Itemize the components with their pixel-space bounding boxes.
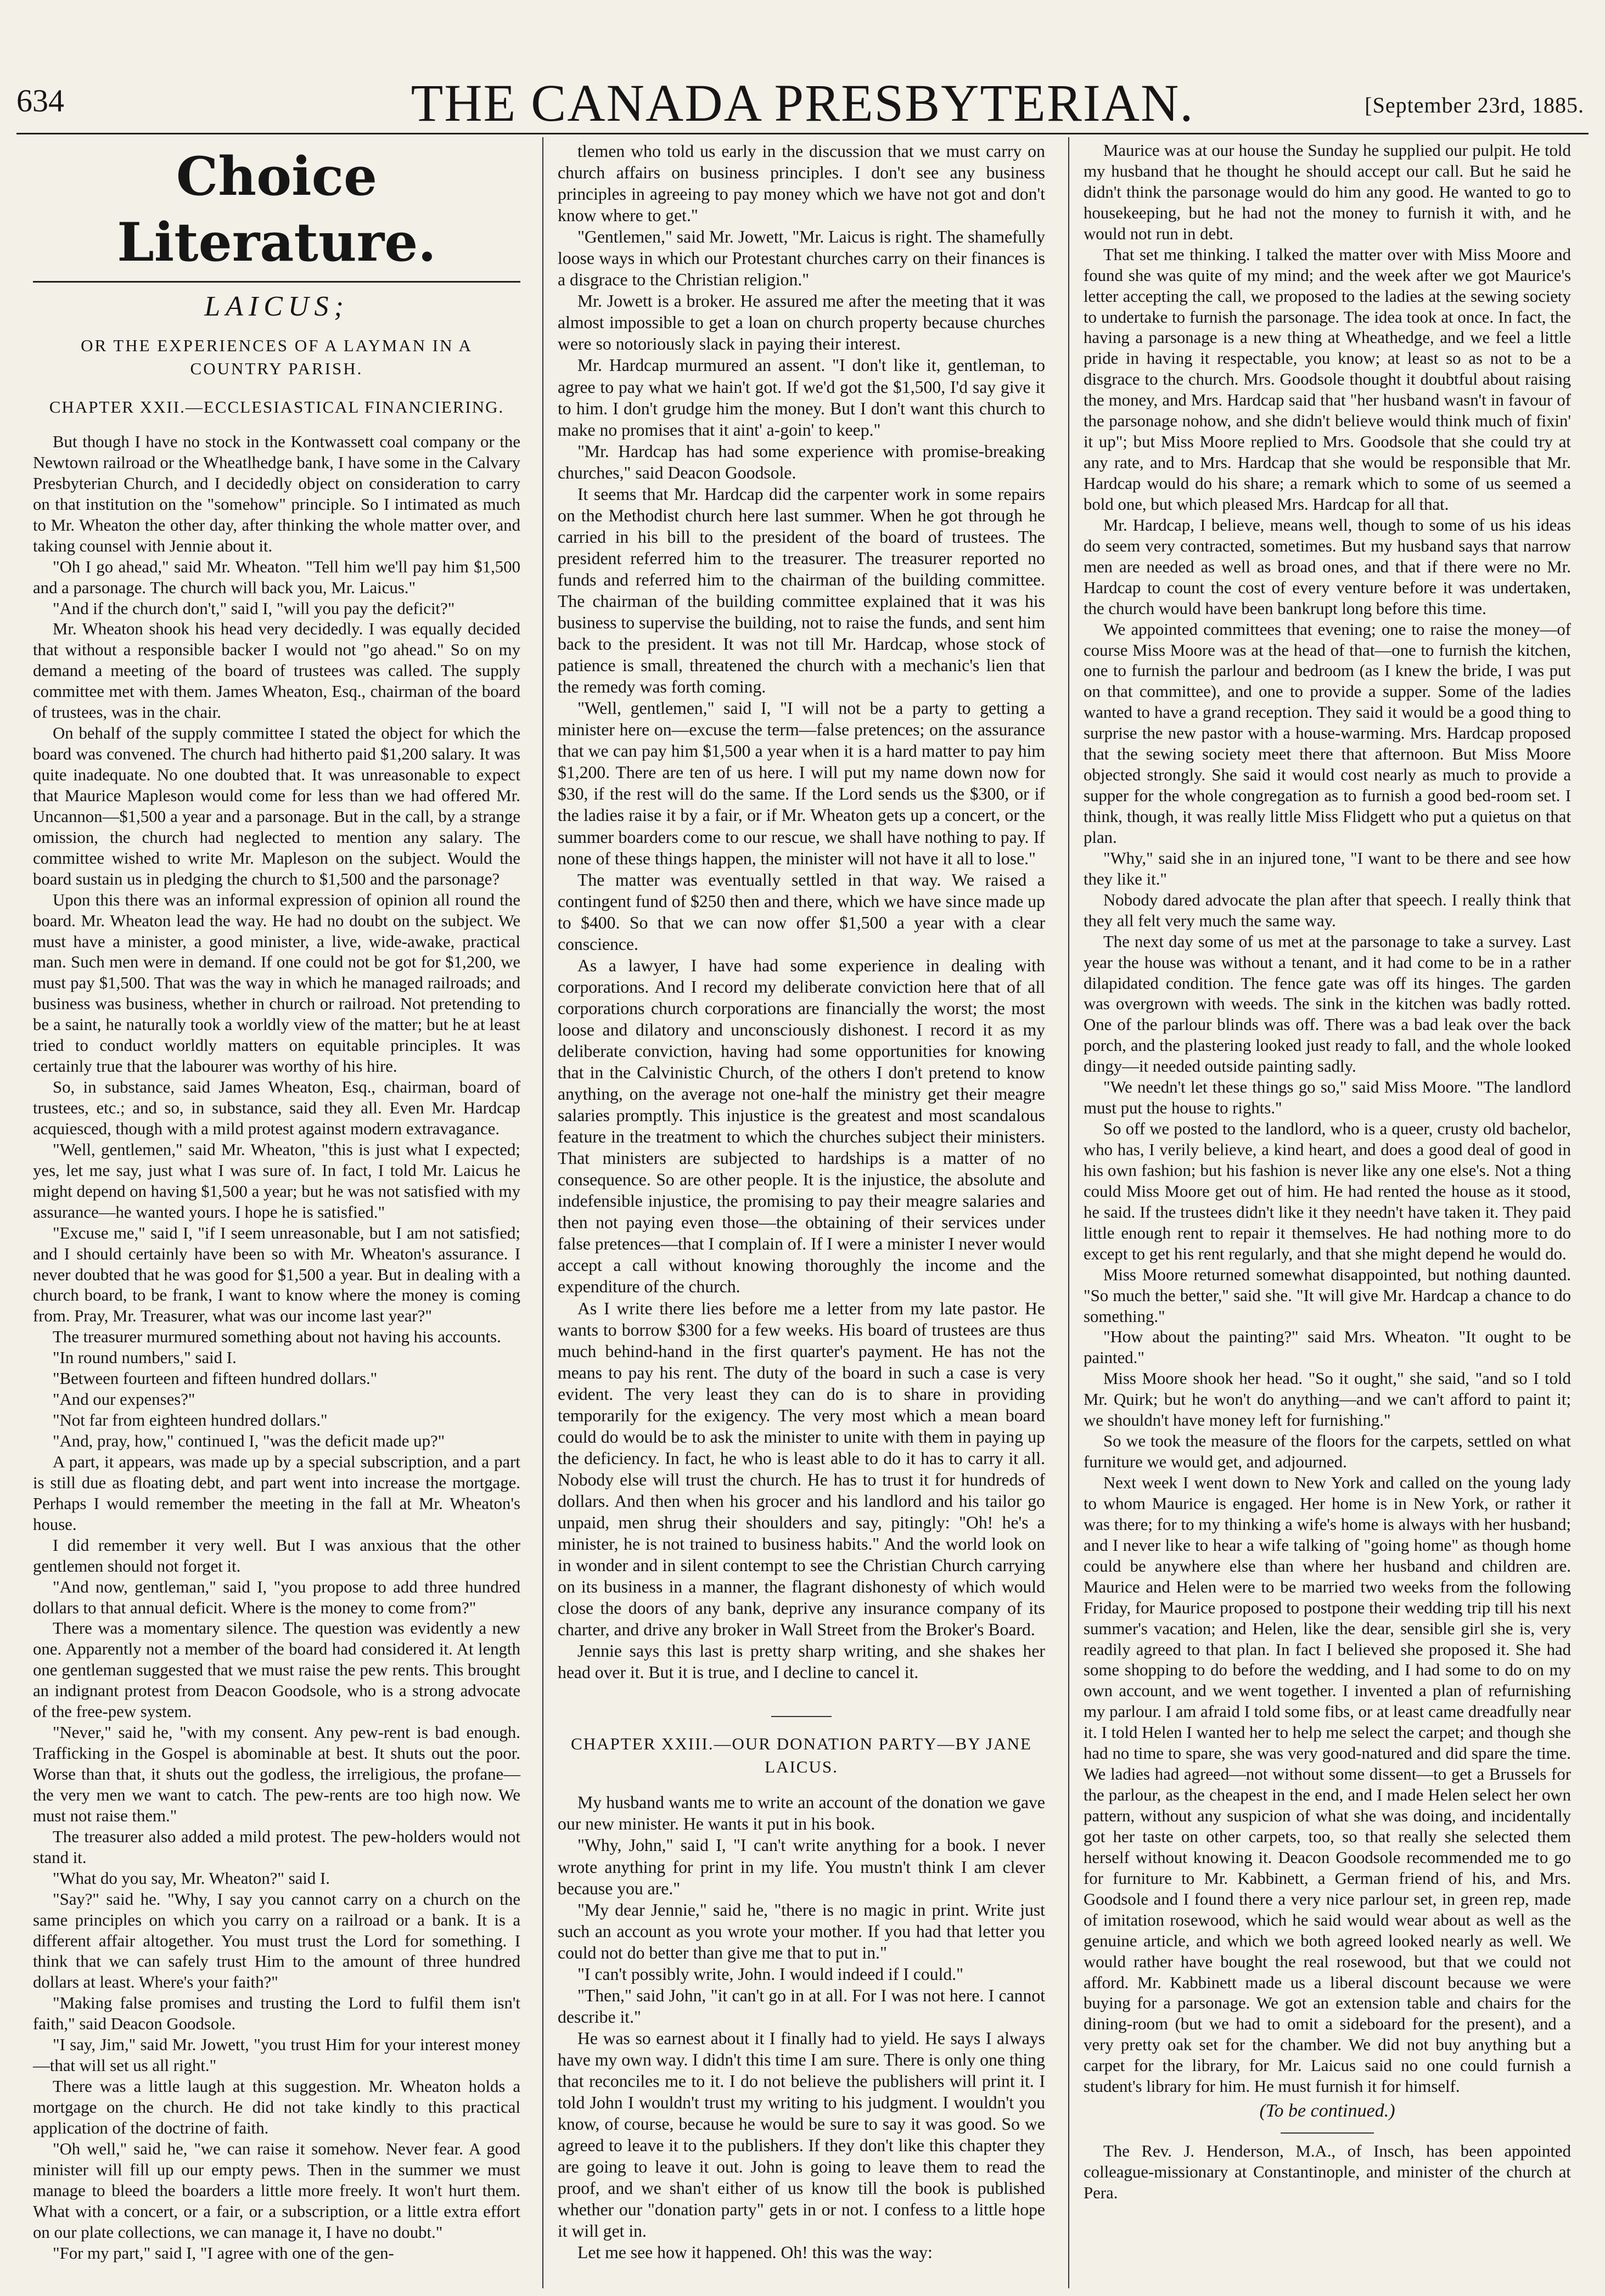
paragraph: As I write there lies before me a letter from my late pastor. He wants to borrow $300 for a few weeks. His board of trustees are thus much behind-hand in the first quarter's payment. He has not the means to pay his rent. The duty of the board in such a case is very evident. The very least they can do is to share in providing temporarily for the exigency. The very most which a mean board could do would be to ask the minister to unite with them in paying up the deficiency. In fact, he who is least able to do it has to carry it all. Nobody else will trust the church. He has to trust it for hundreds of dollars. And then when his grocer and his landlord and his tailor go unpaid, men shrug their shoulders and say, pitingly: "Oh! he's a minister, he is not trained to business habits." And the world look on in wonder and in silent contempt to see the Christian Church carrying on its business in a manner, the flagrant dishonesty of which would close the doors of any bank, deprive any insurance company of its charter, and drive any broker in Wall Street from the Broker's Board. (558, 1298, 1045, 1640)
paragraph: Mr. Hardcap, I believe, means well, though to some of us his ideas do seem very contracted, sometimes. But my husband says that narrow men are needed as well as broad ones, and that if there were no Mr. Hardcap to count the cost of every venture before it was undertaken, the church would have been bankrupt long before this time. (1084, 515, 1571, 618)
paragraph: "Oh I go ahead," said Mr. Wheaton. "Tell him we'll pay him $1,500 and a parsonage. The church will back you, Mr. Laicus." (33, 557, 520, 597)
paragraph: So we took the measure of the floors for the carpets, settled on what furniture we would get, and adjourned. (1084, 1432, 1571, 1472)
paragraph: He was so earnest about it I finally had to yield. He says I always have my own way. I didn't this time I am sure. There is only one thing that reconciles me to it. I do not believe the publishers will print it. I told John I wouldn't trust my writing to his judgment. I wouldn't you know, of course, because he would be sure to say it was good. So we agreed to leave it to the publishers. If they don't like this chapter they are going to leave it out. John is going to leave them to read the proof, and we shan't either of us know till the book is published whether our "donation party" gets in or not. I confess to a little hope it will get in. (558, 2028, 1045, 2241)
column-divider (1068, 137, 1069, 2288)
paragraph: "I say, Jim," said Mr. Jowett, "you trust Him for your interest money—that will set us all right." (33, 2035, 520, 2075)
paragraph: "My dear Jennie," said he, "there is no magic in print. Write just such an account as you wrote your mother. If you had that letter you could not do better than give me that to put in." (558, 1900, 1045, 1962)
paragraph: tlemen who told us early in the discussion that we must carry on church affairs on business principles. I don't see any business principles in agreeing to pay money which we have not got and don't know where to get." (558, 142, 1045, 226)
running-head: THE CANADA PRESBYTERIAN. (411, 74, 1194, 132)
chapter-heading: CHAPTER XXIII.—OUR DONATION PARTY—BY JANE LAICUS. (571, 1734, 1032, 1777)
paragraph: "Say?" said he. "Why, I say you cannot carry on a church on the same principles on which you carry on a railroad or a bank. It is a different affair altogether. You must trust the Lord for something. I think that we can safely trust Him to the amount of three hundred dollars at least. Where's your faith?" (33, 1889, 520, 1992)
column-1 (33, 140, 520, 2264)
section-rule (33, 281, 520, 283)
paragraph: "Gentlemen," said Mr. Jowett, "Mr. Laicus is right. The shamefully loose ways in which our Protestant churches carry on their finances is a disgrace to the Christian religion." (558, 227, 1045, 290)
paragraph: On behalf of the supply committee I stated the object for which the board was convened. The church had hitherto paid $1,200 salary. It was quite inadequate. No one doubted that. It was unreasonable to expect that Maurice Mapleson would come for less than we had offered Mr. Uncannon—$1,500 a year and a parsonage. But in the call, by a strange omission, the church had neglected to mention any salary. The committee wished to write Mr. Mapleson on the subject. Would the board sustain us in pledging the church to $1,500 and the parsonage? (33, 724, 520, 888)
paragraph: Mr. Hardcap murmured an assent. "I don't like it, gentleman, to agree to pay what we hain't got. If we'd got the $1,500, I'd say give it to him. I don't grudge him the money. But I don't want this church to make no promises that it aint' a-goin' to keep." (558, 356, 1045, 440)
article-body (558, 140, 1045, 1683)
article-body (33, 432, 520, 2264)
paragraph: "And now, gentleman," said I, "you propose to add three hundred dollars to that annual deficit. Where is the money to come from?" (33, 1577, 520, 1617)
paragraph: "We needn't let these things go so," said Miss Moore. "The landlord must put the house to rights." (1084, 1078, 1571, 1118)
paragraph: Let me see how it happened. Oh! this was the way: (577, 2243, 933, 2263)
paragraph: "What do you say, Mr. Wheaton?" said I. (53, 1869, 330, 1888)
column-2 (558, 140, 1045, 2263)
article-body (558, 1792, 1045, 2263)
paragraph: We appointed committees that evening; one to raise the money—of course Miss Moore was at the head of that—one to furnish the kitchen, one to furnish the parlour and bedroom (as I knew the bride, I was put on that committee), and one to provide a supper. Some of the ladies wanted to have a grand reception. They said it would be a good thing to surprise the new pastor with a house-warming. Mrs. Hardcap proposed that the sewing society meet there that afternoon. But Miss Moore objected strongly. She said it would cost nearly as much to provide a supper for the whole congregation as to furnish a good bed-room set. I think, though, it was really little Miss Flidgett who put a quietus on that plan. (1084, 620, 1571, 847)
continued-note: (To be continued.) (1259, 2101, 1395, 2121)
article-body (1084, 140, 1571, 2097)
section-title: Choice Literature. (117, 145, 436, 273)
paragraph: Upon this there was an informal expression of opinion all round the board. Mr. Wheaton lead the way. He had no doubt on the subject. We must have a minister, a good minister, a live, wide-awake, practical man. Such men were in demand. If one could not be got for $1,200, we must pay $1,500. That was the way in which he managed railroads; and business was business, whether in church or railroad. Not pretending to be a saint, he naturally took a worldly view of the matter; but he at least tried to conduct worldly matters on equitable principles. It was certainly true that the labourer was worthy of his hire. (33, 890, 520, 1076)
paragraph: "Oh well," said he, "we can raise it somehow. Never fear. A good minister will fill up our empty pews. Then in the summer we must manage to bleed the boarders a little more freely. It won't hurt them. What with a concert, or a fair, or a subscription, or a little extra effort on our plate collections, we can manage it, I have no doubt." (33, 2139, 520, 2242)
paragraph: "Why," said she in an injured tone, "I want to be there and see how they like it." (1084, 848, 1571, 888)
paragraph: But though I have no stock in the Kontwassett coal company or the Newtown railroad or the Wheatlhedge bank, I have some in the Calvary Presbyterian Church, and I decidedly object on consideration to carry on that institution on the "somehow" principle. So I intimated as much to Mr. Wheaton the other day, after thinking the whole matter over, and taking counsel with Jennie about it. (33, 432, 520, 555)
paragraph: There was a little laugh at this suggestion. Mr. Wheaton holds a mortgage on the church. He did not take kindly to this practical application of the doctrine of faith. (33, 2077, 520, 2137)
paragraph: The treasurer also added a mild protest. The pew-holders would not stand it. (33, 1827, 520, 1867)
chapter-heading: CHAPTER XXII.—ECCLESIASTICAL FINANCIERING. (49, 397, 504, 417)
paragraph: Miss Moore returned somewhat disappointed, but nothing daunted. "So much the better," said she. "It will give Mr. Hardcap a chance to do something." (1084, 1265, 1571, 1326)
paragraph: Mr. Wheaton shook his head very decidedly. I was equally decided that without a responsible backer I would not "go ahead." So on my demand a meeting of the board of trustees was called. The supply committee met with them. James Wheaton, Esq., chairman of the board of trustees, was in the chair. (33, 620, 520, 722)
news-item: The Rev. J. Henderson, M.A., of Insch, has been appointed colleague-missionary at Constantinople, and minister of the church at Pera. (1084, 2142, 1571, 2202)
paragraph: Mr. Jowett is a broker. He assured me after the meeting that it was almost impossible to get a loan on church property because churches were so notoriously slack in paying their interest. (558, 291, 1045, 354)
column-divider (542, 137, 543, 2288)
paragraph: "For my part," said I, "I agree with one of the gen- (53, 2243, 394, 2263)
paragraph: "Mr. Hardcap has had some experience with promise-breaking churches," said Deacon Goodsole. (558, 441, 1045, 482)
header-rule (16, 133, 1589, 134)
paragraph: Maurice was at our house the Sunday he supplied our pulpit. He told my husband that he thought he should accept our call. But he said he didn't think the parsonage would do him any good. He wanted to go to housekeeping, but he had not the money to furnish it with, and he would not run in debt. (1084, 141, 1571, 243)
paragraph: "In round numbers," said I. (53, 1348, 237, 1368)
column-3 (1084, 140, 1571, 2204)
paragraph: As a lawyer, I have had some experience in dealing with corporations. And I record my deliberate conviction here that of all corporations church corporations are financially the worst; the most loose and dilatory and unconsciously dishonest. I record it as my deliberate conviction, having had some opportunities for knowing that in the Calvinistic Church, of the others I don't pretend to know anything, on the average not one-half the ministry get their meagre salaries promptly. This injustice is the greatest and most scandalous feature in the treatment to which the churches subject their ministers. That ministers are subjected to hardships is a matter of no consequence. So are other people. It is the injustice, the absolute and indefensible injustice, the promising to pay their meagre salaries and then not paying even those—the obtaining of their services under false pretences—that I complain of. If I were a minister I never would accept a call without knowing thoroughly the income and the expenditure of the church. (558, 955, 1045, 1297)
paragraph: "How about the painting?" said Mrs. Wheaton. "It ought to be painted." (1084, 1327, 1571, 1368)
note-rule (1281, 2132, 1374, 2134)
paragraph: I did remember it very well. But I was anxious that the other gentlemen should not forget it. (33, 1535, 520, 1575)
paragraph: "And if the church don't," said I, "will you pay the deficit?" (53, 599, 455, 618)
paragraph: The matter was eventually settled in that way. We raised a contingent fund of $250 then and there, which we have since made up to $400. So that we can now offer $1,500 a year with a clear conscience. (558, 870, 1045, 954)
paragraph: So off we posted to the landlord, who is a queer, crusty old bachelor, who has, I verily believe, a kind heart, and does a good deal of good in his own fashion; but his fashion is never like any one else's. Not a thing could Miss Moore get out of him. He had rented the house as it stood, he said. If the trustees didn't like it they needn't have taken it. They paid little enough rent to repair it themselves. He had nothing more to do except to get his rent regularly, and that she might depend he would do. (1084, 1119, 1571, 1263)
story-title: LAICUS; (204, 291, 349, 322)
paragraph: "Between fourteen and fifteen hundred dollars." (53, 1369, 378, 1388)
paragraph: "Well, gentlemen," said Mr. Wheaton, "this is just what I expected; yes, let me say, just what I was sure of. In fact, I told Mr. Laicus he might depend on having $1,500 a year; but he was not satisfied with my assurance—he wanted yours. I hope he is satisfied." (33, 1140, 520, 1222)
paragraph: So, in substance, said James Wheaton, Esq., chairman, board of trustees, etc.; and so, in substance, said they all. Even Mr. Hardcap acquiesced, though with a mild protest against modern extravagance. (33, 1078, 520, 1138)
paragraph: The next day some of us met at the parsonage to take a survey. Last year the house was without a tenant, and it had come to be in a rather dilapidated condition. The fence gate was off its hinges. The garden was overgrown with weeds. The sink in the kitchen was badly rotted. One of the parlour blinds was off. There was a bad leak over the back porch, and the plastering looked just ready to fall, and the whole looked dingy—it needed outside painting sadly. (1084, 932, 1571, 1076)
paragraph: There was a momentary silence. The question was evidently a new one. Apparently not a member of the board had considered it. At length one gentleman suggested that we must raise the pew rents. This brought an indignant protest from Deacon Goodsole, who is a strong advocate of the free-pew system. (33, 1619, 520, 1721)
paragraph: "I can't possibly write, John. I would indeed if I could." (577, 1964, 964, 1984)
paragraph: That set me thinking. I talked the matter over with Miss Moore and found she was quite of my mind; and the week after we got Maurice's letter accepting the call, we proposed to the ladies at the sewing society to undertake to furnish the parsonage. The idea took at once. In fact, the having a parsonage is a new thing at Wheathedge, and we feel a little pride in having it respectable, you know; at least so as not to be a disgrace to the church. Mrs. Goodsole thought it doubtful about raising the money, and Mrs. Hardcap said that "her husband wasn't in favour of the parsonage nohow, and she didn't believe would think much of fixin' it up"; but Miss Moore replied to Mrs. Goodsole that she could try at any rate, and to Mrs. Hardcap that she would be responsible that Mr. Hardcap would do his share; a remark which to some of us seemed a bold one, but which pleased Mrs. Hardcap for all that. (1084, 245, 1571, 514)
paragraph: Next week I went down to New York and called on the young lady to whom Maurice is engaged. Her home is in New York, or rather it was there; for to my thinking a wife's home is always with her husband; and I never like to hear a wife talking of "going home" as though home could be anywhere else than where her husband and children are. Maurice and Helen were to be married two weeks from the following Friday, for Maurice proposed to postpone their wedding trip till his next summer's vacation; and Helen, like the dear, sensible girl she is, very readily agreed to that plan. In fact I believed she proposed it. She had some shopping to do before the wedding, and I had some to do on my own account, and we went together. I invented a plan of refurnishing my parlour. I am afraid I told some fibs, or at least came dreadfully near it. I told Helen I wanted her to help me select the carpet; and though she had no time to spare, she was very good-natured and did spare the time. We ladies had agreed—not without some dissent—to get a Brussels for the parlour, as the cheapest in the end, and I made Helen select her own pattern, without any suspicion of what she was doing, and incidentally got her taste on other carpets, too, so that really she selected them herself without knowing it. Deacon Goodsole recommended me to go for furniture to Mr. Kabbinett, a German friend of his, and Mrs. Goodsole and I found there a very nice parlour set, in green rep, made of imitation rosewood, which he said would wear about as well as the genuine article, and which we both agreed looked nearly as well. We would rather have bought the real rosewood, but that we could not afford. Mr. Kabbinett made us a liberal discount because we were buying for a parsonage. We got an extension table and chairs for the dining-room (but we had to omit a sideboard for the present), and a very pretty oak set for the chamber. We did not buy anything but a carpet for the library, for Mr. Laicus said no one could furnish a student's library for him. He must furnish it for himself. (1084, 1473, 1571, 2096)
paragraph: Miss Moore shook her head. "So it ought," she said, "and so I told Mr. Quirk; but he won't do anything—and we can't afford to paint it; we shouldn't have money left for furnishing." (1084, 1369, 1571, 1430)
paragraph: "And our expenses?" (53, 1390, 195, 1409)
paragraph: "Not far from eighteen hundred dollars." (53, 1411, 328, 1430)
paragraph: My husband wants me to write an account of the donation we gave our new minister. He wants it put in his book. (558, 1793, 1045, 1834)
story-subtitle: OR THE EXPERIENCES OF A LAYMAN IN A COUNTRY PARISH. (81, 336, 473, 378)
paragraph: "Never," said he, "with my consent. Any pew-rent is bad enough. Trafficking in the Gospel is abominable at best. It shuts out the poor. Worse than that, it shuts out the godless, the irreligious, the profane—the very men we want to catch. The pew-rents are too high now. We must not raise them." (33, 1723, 520, 1825)
issue-date: [September 23rd, 1885. (1365, 93, 1584, 117)
paragraph: "Making false promises and trusting the Lord to fulfil them isn't faith," said Deacon Goodsole. (33, 1994, 520, 2034)
paragraph: "Excuse me," said I, "if I seem unreasonable, but I am not satisfied; and I should certainly have been so with Mr. Wheaton's assurance. I never doubted that he was good for $1,500 a year. But in dealing with a church board, to be frank, I want to know where the money is coming from. Pray, Mr. Treasurer, what was our income last year?" (33, 1223, 520, 1326)
paragraph: Nobody dared advocate the plan after that speech. I really think that they all felt very much the same way. (1084, 890, 1571, 930)
paragraph: The treasurer murmured something about not having his accounts. (53, 1327, 501, 1347)
paragraph: It seems that Mr. Hardcap did the carpenter work in some repairs on the Methodist church here last summer. When he got through he carried in his bill to the president of the board of trustees. The president referred him to the treasurer. The treasurer reported no funds and referred him to the chairman of the building committee. The chairman of the building committee explained that it was his business to supervise the building, not to raise the funds, and sent him back to the president. It was not till Mr. Hardcap, whose stock of patience is small, threatened the church with a mechanic's lien that the remedy was forth coming. (558, 484, 1045, 697)
chapter-rule (771, 1716, 832, 1717)
paragraph: "Why, John," said I, "I can't write anything for a book. I never wrote anything for print in my life. You mustn't think I am clever because you are." (558, 1836, 1045, 1898)
paragraph: A part, it appears, was made up by a special subscription, and a part is still due as floating debt, and part went into increase the mortgage. Perhaps I would remember the meeting in the fall at Mr. Wheaton's house. (33, 1452, 520, 1534)
paragraph: "And, pray, how," continued I, "was the deficit made up?" (53, 1432, 445, 1450)
paragraph: "Well, gentlemen," said I, "I will not be a party to getting a minister here on—excuse the term—false pretences; on the assurance that we can pay him $1,500 a year when it is a hard matter to pay him $1,200. There are ten of us here. I will put my name down now for $30, if the rest will do the same. If the Lord sends us the $300, or if the ladies raise it by a fair, or if Mr. Wheaton gets up a concert, or the summer boarders come to our rescue, we shall have nothing to pay. If none of these things happen, the minister will not have it all to lose." (558, 699, 1045, 868)
paragraph: Jennie says this last is pretty sharp writing, and she shakes her head over it. But it is true, and I decline to cancel it. (558, 1641, 1045, 1682)
page-number: 634 (16, 83, 64, 119)
paragraph: "Then," said John, "it can't go in at all. For I was not here. I cannot describe it." (558, 1985, 1045, 2027)
